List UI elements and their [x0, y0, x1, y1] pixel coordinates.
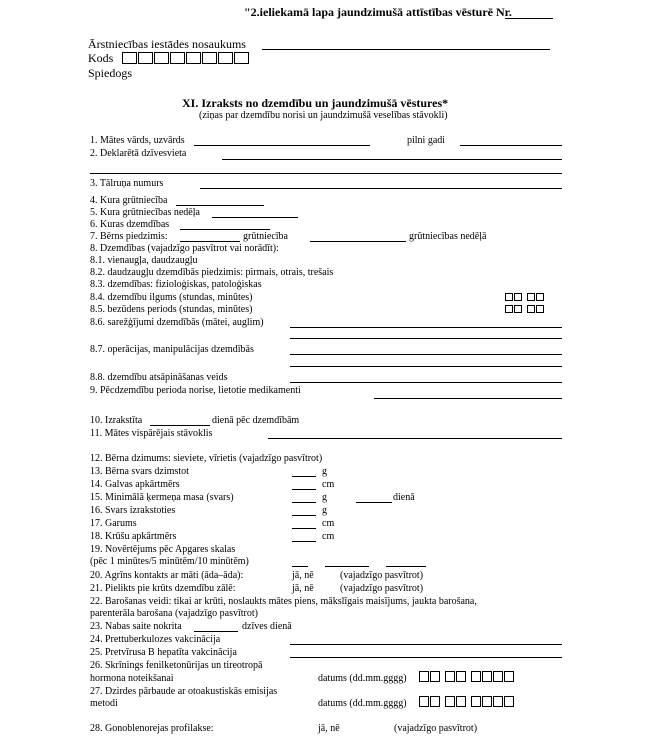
length-line[interactable]: [292, 528, 316, 529]
screening-date-boxes[interactable]: [419, 671, 514, 682]
head-circ-line[interactable]: [292, 489, 316, 490]
born-line-2[interactable]: [310, 241, 406, 242]
date-box[interactable]: [430, 671, 440, 682]
pregnancy-number-line[interactable]: [176, 205, 264, 206]
hepb-vaccine-label: 25. Pretvīrusa B hepatīta vakcinācija: [90, 647, 237, 658]
digit-box[interactable]: [536, 305, 544, 313]
chest-circ-line[interactable]: [292, 541, 316, 542]
skin-contact-note: (vajadzīgo pasvītrot): [340, 570, 424, 581]
operations-line[interactable]: [290, 354, 562, 355]
digit-box[interactable]: [505, 293, 513, 301]
tb-vaccine-label: 24. Prettuberkulozes vakcinācija: [90, 634, 221, 645]
gonoblenorrhea-label: 28. Gonoblenorejas profilakse:: [90, 723, 214, 734]
screening-label: 26. Skrīnings fenilketonūrijas un tireotropā: [90, 660, 263, 671]
code-boxes[interactable]: [122, 52, 249, 64]
residence-label: 2. Deklarētā dzīvesvieta: [90, 148, 187, 159]
digit-box[interactable]: [536, 293, 544, 301]
discharge-weight-label: 16. Svars izrakstoties: [90, 505, 176, 516]
cord-label: 23. Nabas saite nokrita: [90, 621, 182, 632]
apgar-1-line[interactable]: [292, 566, 308, 567]
full-years-line[interactable]: [460, 145, 562, 146]
mother-name-line[interactable]: [194, 145, 370, 146]
min-mass-line[interactable]: [292, 502, 316, 503]
institution-line[interactable]: [262, 49, 550, 50]
waterless-boxes[interactable]: [505, 305, 544, 313]
code-label: Kods: [88, 51, 114, 65]
digit-box[interactable]: [514, 305, 522, 313]
length-label: 17. Garums: [90, 518, 137, 529]
postpartum-line[interactable]: [374, 398, 562, 399]
date-box[interactable]: [419, 696, 429, 707]
date-box[interactable]: [419, 671, 429, 682]
unit-cm: cm: [322, 518, 335, 529]
discharge-weight-line[interactable]: [292, 515, 316, 516]
feeding-label-2: parenterāla barošana (vajadzīgo pasvītrot): [90, 608, 258, 619]
head-circ-label: 14. Galvas apkārtmērs: [90, 479, 180, 490]
child-sex-label: 12. Bērna dzimums: sieviete, vīrietis (vajadzīgo pasvītrot): [90, 453, 323, 464]
births-number-line[interactable]: [180, 229, 270, 230]
hearing-date-boxes[interactable]: [419, 696, 514, 707]
date-box[interactable]: [482, 696, 492, 707]
complications-line[interactable]: [290, 327, 562, 328]
code-box[interactable]: [138, 52, 153, 64]
hepb-vaccine-line[interactable]: [290, 657, 562, 658]
code-box[interactable]: [218, 52, 233, 64]
gonoblenorrhea-note: (vajadzīgo pasvītrot): [394, 723, 478, 734]
phone-label: 3. Tālruņa numurs: [90, 178, 164, 189]
breastfed-label: 21. Pielikts pie krūts dzemdību zālē:: [90, 583, 236, 594]
code-box[interactable]: [154, 52, 169, 64]
annex-title: "2.ieliekamā lapa jaundzimušā attīstības vēsturē Nr.: [244, 5, 512, 19]
discharged-label: 10. Izrakstīta: [90, 415, 143, 426]
full-years-label: pilni gadi: [407, 135, 446, 146]
screening-date-label: datums (dd.mm.gggg): [318, 673, 407, 684]
screening-label-2: hormona noteikšanai: [90, 673, 174, 684]
digit-box[interactable]: [505, 305, 513, 313]
born-label: 7. Bērns piedzimis:: [90, 231, 168, 242]
digit-box[interactable]: [514, 293, 522, 301]
postpartum-label: 9. Pēcdzemdību perioda norise, lietotie medikamenti: [90, 385, 301, 396]
date-box[interactable]: [493, 696, 503, 707]
delivery-8-6: 8.6. sarežģījumi dzemdībās (mātei, auglim): [90, 317, 264, 328]
born-line-1[interactable]: [180, 241, 240, 242]
date-box[interactable]: [430, 696, 440, 707]
min-mass-day-label: dienā: [393, 492, 415, 503]
operations-line-2[interactable]: [290, 366, 562, 367]
born-week-label: grūtniecības nedēļā: [409, 231, 487, 242]
digit-box[interactable]: [527, 293, 535, 301]
section-title: XI. Izraksts no dzemdību un jaundzimušā vēstures*: [182, 96, 449, 110]
anesthesia-line[interactable]: [290, 382, 562, 383]
date-box[interactable]: [456, 696, 466, 707]
mother-state-label: 11. Mātes vispārējais stāvoklis: [90, 428, 213, 439]
code-box[interactable]: [186, 52, 201, 64]
apgar-sub-label: (pēc 1 minūtes/5 minūtēm/10 minūtēm): [90, 556, 249, 567]
births-number-label: 6. Kuras dzemdības: [90, 219, 170, 230]
date-box[interactable]: [493, 671, 503, 682]
cord-line[interactable]: [194, 631, 238, 632]
birth-weight-line[interactable]: [292, 476, 316, 477]
pregnancy-number-label: 4. Kura grūtniecība: [90, 195, 168, 206]
cord-day-label: dzīves dienā: [242, 621, 292, 632]
feeding-label: 22. Barošanas veidi: tikai ar krūti, noslaukts mātes piens, mākslīgais maisījums, jaukta barošana,: [90, 596, 477, 607]
date-box[interactable]: [471, 671, 481, 682]
section-subtitle: (ziņas par dzemdību norisi un jaundzimušā veselības stāvokli): [199, 110, 448, 121]
delivery-8-2: 8.2. daudzaugļu dzemdībās piedzimis: pirmais, otrais, trešais: [90, 267, 334, 278]
duration-boxes[interactable]: [505, 293, 544, 301]
unit-g: g: [322, 505, 327, 516]
code-box[interactable]: [122, 52, 137, 64]
delivery-8-1: 8.1. vienaugļa, daudzaugļu: [90, 255, 198, 266]
unit-g: g: [322, 466, 327, 477]
date-box[interactable]: [456, 671, 466, 682]
unit-g: g: [322, 492, 327, 503]
date-box[interactable]: [445, 671, 455, 682]
discharged-day-label: dienā pēc dzemdībām: [212, 415, 300, 426]
breastfed-choice[interactable]: jā, nē: [292, 583, 314, 594]
chest-circ-label: 18. Krūšu apkārtmērs: [90, 531, 177, 542]
delivery-8-3: 8.3. dzemdības: fizioloģiskas, patoloģiskas: [90, 279, 262, 290]
phone-line[interactable]: [200, 188, 562, 189]
digit-box[interactable]: [527, 305, 535, 313]
code-box[interactable]: [202, 52, 217, 64]
stamp-label: Spiedogs: [88, 66, 133, 80]
date-box[interactable]: [471, 696, 481, 707]
date-box[interactable]: [445, 696, 455, 707]
mother-name-label: 1. Mātes vārds, uzvārds: [90, 135, 185, 146]
apgar-label: 19. Novērtējums pēc Apgares skalas: [90, 544, 236, 555]
min-mass-day-line[interactable]: [356, 502, 392, 503]
hearing-label: 27. Dzirdes pārbaude ar otoakustiskās emisijas: [90, 686, 278, 697]
mother-state-line[interactable]: [268, 438, 562, 439]
birth-weight-label: 13. Bērna svars dzimstot: [90, 466, 189, 477]
tb-vaccine-line[interactable]: [290, 644, 562, 645]
delivery-8-5: 8.5. bezūdens periods (stundas, minūtes): [90, 304, 253, 315]
code-box[interactable]: [170, 52, 185, 64]
unit-cm: cm: [322, 531, 335, 542]
pregnancy-week-label: 5. Kura grūtniecības nedēļa: [90, 207, 200, 218]
apgar-10-line[interactable]: [386, 566, 426, 567]
date-box[interactable]: [504, 696, 514, 707]
residence-line[interactable]: [222, 159, 562, 160]
delivery-8-7: 8.7. operācijas, manipulācijas dzemdībās: [90, 344, 254, 355]
delivery-8-8: 8.8. dzemdību atsāpināšanas veids: [90, 372, 228, 383]
delivery-label: 8. Dzemdības (vajadzīgo pasvītrot vai norādīt):: [90, 243, 279, 254]
pregnancy-week-line[interactable]: [212, 217, 298, 218]
min-mass-label: 15. Minimālā ķermeņa masa (svars): [90, 492, 234, 503]
institution-label: Ārstniecības iestādes nosaukums: [88, 37, 246, 51]
hearing-label-2: metodi: [90, 698, 118, 709]
breastfed-note: (vajadzīgo pasvītrot): [340, 583, 424, 594]
born-pregnancy-label: grūtniecība: [243, 231, 288, 242]
skin-contact-label: 20. Agrīns kontakts ar māti (āda–āda):: [90, 570, 244, 581]
date-box[interactable]: [504, 671, 514, 682]
delivery-8-4: 8.4. dzemdību ilgums (stundas, minūtes): [90, 292, 253, 303]
record-number-line[interactable]: [505, 18, 553, 19]
skin-contact-choice[interactable]: jā, nē: [292, 570, 314, 581]
hearing-date-label: datums (dd.mm.gggg): [318, 698, 407, 709]
unit-cm: cm: [322, 479, 335, 490]
residence-line-2[interactable]: [90, 173, 562, 174]
apgar-5-line[interactable]: [325, 566, 369, 567]
date-box[interactable]: [482, 671, 492, 682]
code-box[interactable]: [234, 52, 249, 64]
discharged-line[interactable]: [150, 425, 210, 426]
gonoblenorrhea-choice[interactable]: jā, nē: [318, 723, 340, 734]
complications-line-2[interactable]: [290, 338, 562, 339]
